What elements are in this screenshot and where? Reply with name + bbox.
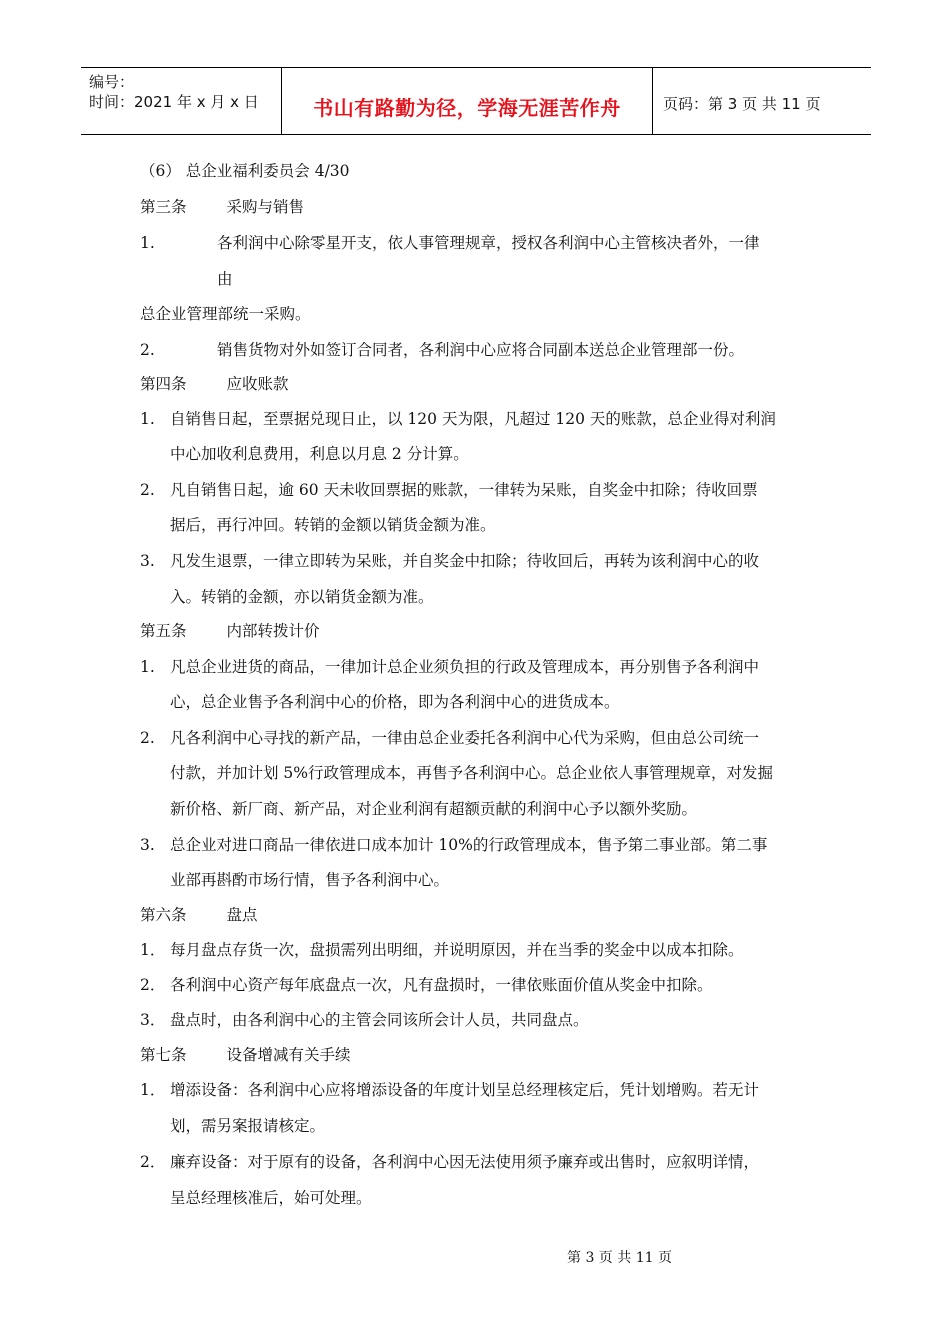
paragraph-line: 销售货物对外如签订合同者，各利润中心应将合同副本送总企业管理部一份。 <box>217 341 745 359</box>
page-footer: 第 3 页 共 11 页 <box>567 1250 672 1266</box>
list-number: 3. <box>140 552 155 570</box>
list-number: 1. <box>140 410 155 428</box>
paragraph-line: 廉弃设备：对于原有的设备，各利润中心因无法使用须予廉弃或出售时，应叙明详情， <box>170 1153 760 1171</box>
paragraph-line: 划，需另案报请核定。 <box>170 1117 326 1135</box>
paragraph-line: 呈总经理核准后，始可处理。 <box>170 1189 372 1207</box>
page-header <box>81 67 871 135</box>
section-number: 第七条 <box>140 1046 187 1064</box>
header-page-cell <box>653 68 871 134</box>
list-number: 2. <box>140 341 155 359</box>
paragraph-line: 每月盘点存货一次，盘损需列出明细，并说明原因，并在当季的奖金中以成本扣除。 <box>170 941 744 959</box>
section-number: 第六条 <box>140 906 187 924</box>
paragraph-line: 自销售日起，至票据兑现日止，以 120 天为限，凡超过 120 天的账款，总企业得对利润 <box>170 410 776 428</box>
list-number: 2． <box>140 976 166 994</box>
paragraph-line: （6） 总企业福利委员会 4/30 <box>140 162 350 180</box>
section-title: 应收账款 <box>226 375 289 393</box>
paragraph-line: 增添设备：各利润中心应将增添设备的年度计划呈总经理核定后，凭计划增购。若无计 <box>170 1081 760 1099</box>
section-number: 第四条 <box>140 375 187 393</box>
list-number: 3． <box>140 1011 166 1029</box>
paragraph-line: 总企业对进口商品一律依进口成本加计 10%的行政管理成本，售予第二事业部。第二事 <box>170 836 768 854</box>
paragraph-line: 凡自销售日起，逾 60 天未收回票据的账款，一律转为呆账，自奖金中扣除；待收回票 <box>170 481 758 499</box>
list-number: 1． <box>140 1081 166 1099</box>
list-number: 1． <box>140 941 166 959</box>
paragraph-line: 凡发生退票，一律立即转为呆账，并自奖金中扣除；待收回后，再转为该利润中心的收 <box>170 552 760 570</box>
section-heading <box>140 196 304 218</box>
section-title: 盘点 <box>226 906 258 924</box>
paragraph-line: 入。转销的金额，亦以销货金额为准。 <box>170 588 434 606</box>
section-heading <box>140 904 258 926</box>
list-number: 2． <box>140 1153 166 1171</box>
list-number: 1. <box>140 658 155 676</box>
section-title: 采购与销售 <box>226 198 305 216</box>
section-number: 第三条 <box>140 198 187 216</box>
paragraph-line: 心，总企业售予各利润中心的价格，即为各利润中心的进货成本。 <box>170 693 620 711</box>
section-heading <box>140 620 320 642</box>
section-heading <box>140 1044 351 1066</box>
motto-text: 书山有路勤为径，学海无涯苦作舟 <box>313 96 621 120</box>
paragraph-line: 由 <box>217 270 233 288</box>
section-number: 第五条 <box>140 622 187 640</box>
section-title: 内部转拨计价 <box>226 622 320 640</box>
paragraph-line: 付款，并加计划 5%行政管理成本，再售予各利润中心。总企业依人事管理规章，对发掘 <box>170 764 774 782</box>
section-heading <box>140 373 289 395</box>
list-number: 3. <box>140 836 155 854</box>
paragraph-line: 盘点时，由各利润中心的主管会同该所会计人员，共同盘点。 <box>170 1011 589 1029</box>
paragraph-line: 据后，再行冲回。转销的金额以销货金额为准。 <box>170 516 496 534</box>
paragraph-line: 凡总企业进货的商品，一律加计总企业须负担的行政及管理成本，再分别售予各利润中 <box>170 658 760 676</box>
list-number: 1. <box>140 234 155 252</box>
paragraph-line: 业部再斟酌市场行情，售予各利润中心。 <box>170 871 450 889</box>
serial-label: 编号： <box>89 73 135 91</box>
section-title: 设备增减有关手续 <box>226 1046 351 1064</box>
paragraph-line: 各利润中心资产每年底盘点一次，凡有盘损时，一律依账面价值从奖金中扣除。 <box>170 976 713 994</box>
header-motto-cell <box>282 68 653 134</box>
paragraph-line: 凡各利润中心寻找的新产品，一律由总企业委托各利润中心代为采购，但由总公司统一 <box>170 729 760 747</box>
list-number: 2. <box>140 729 155 747</box>
list-number: 2. <box>140 481 155 499</box>
paragraph-line: 总企业管理部统一采购。 <box>140 305 311 323</box>
paragraph-line: 中心加收利息费用，利息以月息 2 分计算。 <box>170 445 469 463</box>
header-page-number: 页码：第 3 页 共 11 页 <box>663 95 821 113</box>
date-text: 时间：2021 年 x 月 x 日 <box>89 93 259 111</box>
paragraph-line: 各利润中心除零星开支，依人事管理规章，授权各利润中心主管核决者外，一律 <box>217 234 760 252</box>
paragraph-line: 新价格、新厂商、新产品，对企业利润有超额贡献的利润中心予以额外奖励。 <box>170 800 698 818</box>
header-meta-cell <box>81 68 282 134</box>
